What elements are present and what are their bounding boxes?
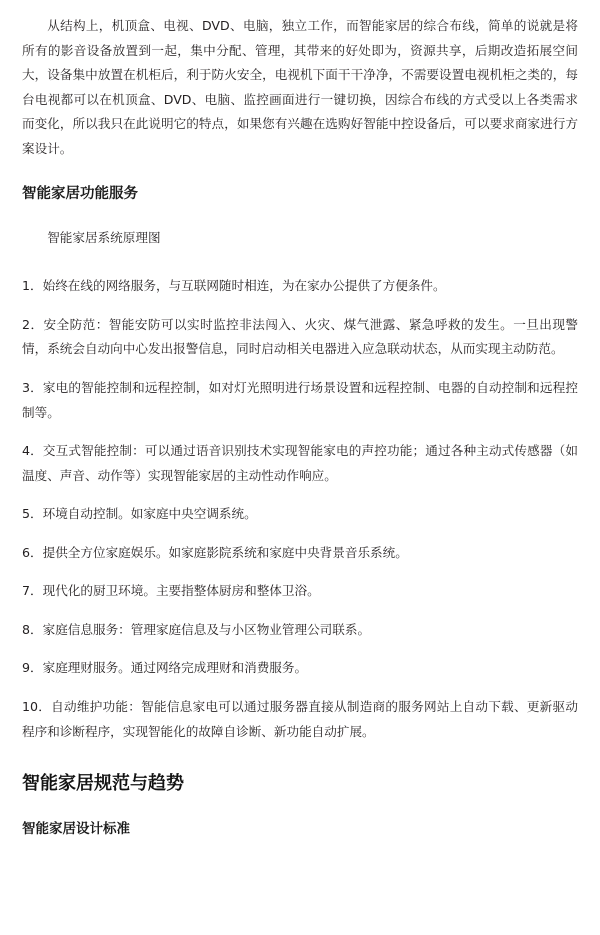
list-item: 6．提供全方位家庭娱乐。如家庭影院系统和家庭中央背景音乐系统。 — [22, 544, 408, 560]
section-heading-functions: 智能家居功能服务 — [22, 186, 138, 203]
list-item: 1．始终在线的网络服务，与互联网随时相连，为在家办公提供了方便条件。 — [22, 278, 446, 294]
chapter-heading-standards: 智能家居规范与趋势 — [22, 773, 184, 795]
function-list — [22, 274, 578, 744]
list-item: 7．现代化的厨卫环境。主要指整体厨房和整体卫浴。 — [22, 583, 320, 599]
intro-paragraph: 从结构上，机顶盒、电视、DVD、电脑，独立工作，而智能家居的综合布线，简单的说就是将所有的影音设备放置到一起，集中分配、管理，其带来的好处即为，资源共享，后期改造拓展空间大，设备集中放置在机柜后，利于防火安全，电视机下面干干净净，不需要设置电视机柜之类的，每台电视都可以在机顶盒、DVD、电脑、监控画面进行一键切换，因综合布线的方式受以上各类需求而变化，所以我只在此说明它的特点，如果您有兴趣在选购好智能中控设备后，可以要求商家进行方案设计。 — [22, 18, 578, 156]
list-item: 10．自动维护功能：智能信息家电可以通过服务器直接从制造商的服务网站上自动下载、更新驱动程序和诊断程序，实现智能化的故障自诊断、新功能自动扩展。 — [22, 698, 578, 739]
list-item: 3．家电的智能控制和远程控制，如对灯光照明进行场景设置和远程控制、电器的自动控制和远程控制等。 — [22, 380, 578, 420]
list-item: 8．家庭信息服务：管理家庭信息及与小区物业管理公司联系。 — [22, 621, 371, 637]
list-item: 5．环境自动控制。如家庭中央空调系统。 — [22, 506, 257, 522]
list-item: 9．家庭理财服务。通过网络完成理财和消费服务。 — [22, 660, 308, 676]
list-item: 4．交互式智能控制：可以通过语音识别技术实现智能家电的声控功能；通过各种主动式传感器（如温度、声音、动作等）实现智能家居的主动性动作响应。 — [22, 443, 578, 483]
list-item: 2．安全防范：智能安防可以实时监控非法闯入、火灾、煤气泄露、紧急呼救的发生。一旦出现警情，系统会自动向中心发出报警信息，同时启动相关电器进入应急联动状态，从而实现主动防范。 — [22, 316, 578, 357]
subsection-heading-design-standard: 智能家居设计标准 — [22, 821, 130, 838]
figure-caption: 智能家居系统原理图 — [47, 230, 161, 246]
